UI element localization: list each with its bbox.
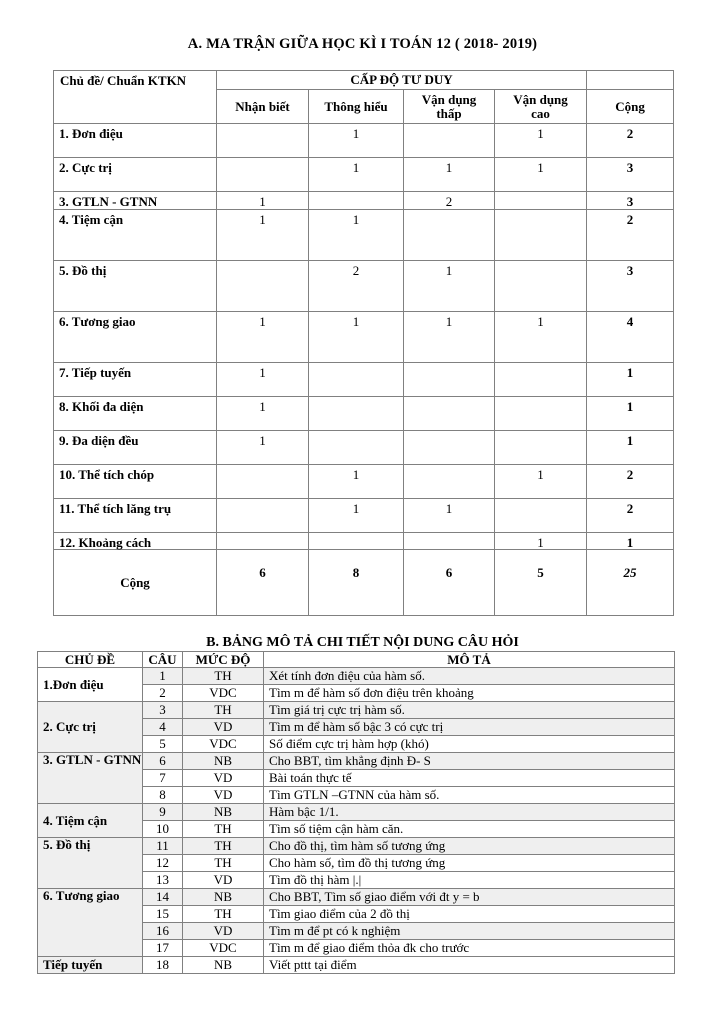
matrix-row <box>54 430 674 464</box>
cell-van-dung-thap <box>404 362 495 396</box>
question-level: TH <box>183 668 264 685</box>
matrix-row <box>54 532 674 550</box>
sum-label: Cộng <box>54 550 217 616</box>
matrix-topic: 7. Tiếp tuyến <box>54 362 217 396</box>
question-description: Số điểm cực trị hàm hợp (khó) <box>264 736 675 753</box>
cell-van-dung-cao <box>495 396 587 430</box>
matrix-topic: 4. Tiệm cận <box>54 209 217 260</box>
cell-thong-hieu: 1 <box>309 464 404 498</box>
question-number: 2 <box>143 685 183 702</box>
cell-van-dung-thap <box>404 532 495 550</box>
sum-vdt: 6 <box>404 550 495 616</box>
question-description: Bài toán thực tế <box>264 770 675 787</box>
description-row <box>38 668 675 685</box>
cell-nhan-biet <box>217 532 309 550</box>
question-level: TH <box>183 855 264 872</box>
description-topic: 1.Đơn điệu <box>38 668 143 702</box>
matrix-row <box>54 396 674 430</box>
header-thong-hieu: Thông hiểu <box>309 90 404 124</box>
question-level: VD <box>183 719 264 736</box>
question-number: 14 <box>143 889 183 906</box>
cell-van-dung-thap <box>404 396 495 430</box>
cell-nhan-biet <box>217 260 309 311</box>
matrix-topic: 11. Thể tích lăng trụ <box>54 498 217 532</box>
question-number: 4 <box>143 719 183 736</box>
question-number: 12 <box>143 855 183 872</box>
cell-thong-hieu: 1 <box>309 124 404 158</box>
cell-van-dung-thap <box>404 430 495 464</box>
question-description: Tìm m để hàm số đơn điệu trên khoảng <box>264 685 675 702</box>
cell-van-dung-cao <box>495 430 587 464</box>
header-cau: CÂU <box>143 652 183 668</box>
cell-van-dung-thap: 1 <box>404 260 495 311</box>
matrix-title: A. MA TRẬN GIỮA HỌC KÌ I TOÁN 12 ( 2018- 2019) <box>187 36 538 52</box>
cell-total: 1 <box>587 396 674 430</box>
matrix-row <box>54 362 674 396</box>
header-nhan-biet: Nhận biết <box>217 90 309 124</box>
question-description: Tìm m để hàm số bậc 3 có cực trị <box>264 719 675 736</box>
question-level: VD <box>183 770 264 787</box>
matrix-row <box>54 124 674 158</box>
question-level: TH <box>183 702 264 719</box>
cell-total: 3 <box>587 260 674 311</box>
matrix-row <box>54 311 674 362</box>
description-topic: 5. Đồ thị <box>38 838 143 889</box>
cell-van-dung-thap <box>404 124 495 158</box>
cell-thong-hieu: 1 <box>309 311 404 362</box>
header-level-group: CẤP ĐỘ TƯ DUY <box>217 71 587 90</box>
cell-thong-hieu <box>309 396 404 430</box>
question-description: Cho BBT, tìm khẳng định Đ- S <box>264 753 675 770</box>
matrix-topic: 6. Tương giao <box>54 311 217 362</box>
cell-total: 2 <box>587 498 674 532</box>
cell-van-dung-cao: 1 <box>495 311 587 362</box>
question-description: Tìm GTLN –GTNN của hàm số. <box>264 787 675 804</box>
cell-van-dung-cao: 1 <box>495 158 587 192</box>
matrix-topic: 1. Đơn điệu <box>54 124 217 158</box>
cell-total: 1 <box>587 362 674 396</box>
cell-van-dung-cao <box>495 498 587 532</box>
cell-van-dung-cao: 1 <box>495 532 587 550</box>
question-description: Tìm m để giao điểm thỏa đk cho trước <box>264 940 675 957</box>
header-chu-de: CHỦ ĐỀ <box>38 652 143 668</box>
header-empty <box>587 71 674 90</box>
cell-nhan-biet <box>217 124 309 158</box>
description-row <box>38 838 675 855</box>
matrix-topic: 10. Thể tích chóp <box>54 464 217 498</box>
description-title: B. BẢNG MÔ TẢ CHI TIẾT NỘI DUNG CÂU HỎI <box>206 635 519 650</box>
header-topic: Chủ đề/ Chuẩn KTKN <box>54 71 217 124</box>
question-number: 6 <box>143 753 183 770</box>
cell-thong-hieu: 1 <box>309 209 404 260</box>
question-level: VDC <box>183 685 264 702</box>
cell-thong-hieu: 1 <box>309 498 404 532</box>
cell-total: 2 <box>587 209 674 260</box>
cell-nhan-biet <box>217 464 309 498</box>
cell-van-dung-cao <box>495 362 587 396</box>
question-level: TH <box>183 838 264 855</box>
cell-van-dung-thap: 1 <box>404 311 495 362</box>
description-row <box>38 702 675 719</box>
question-number: 16 <box>143 923 183 940</box>
cell-nhan-biet <box>217 498 309 532</box>
description-topic: 2. Cực trị <box>38 702 143 753</box>
question-description: Cho hàm số, tìm đồ thị tương ứng <box>264 855 675 872</box>
cell-van-dung-thap: 1 <box>404 158 495 192</box>
cell-van-dung-cao <box>495 260 587 311</box>
description-row <box>38 753 675 770</box>
question-description: Cho đồ thị, tìm hàm số tương ứng <box>264 838 675 855</box>
question-description: Viết pttt tại điểm <box>264 957 675 974</box>
cell-van-dung-thap: 2 <box>404 192 495 210</box>
header-van-dung-cao: Vận dụng cao <box>495 90 587 124</box>
question-level: VD <box>183 787 264 804</box>
matrix-topic: 9. Đa diện đều <box>54 430 217 464</box>
sum-vdc: 5 <box>495 550 587 616</box>
question-number: 3 <box>143 702 183 719</box>
description-row <box>38 804 675 821</box>
question-number: 1 <box>143 668 183 685</box>
description-table <box>37 651 675 974</box>
matrix-row <box>54 158 674 192</box>
cell-van-dung-cao: 1 <box>495 464 587 498</box>
question-level: VD <box>183 923 264 940</box>
question-level: TH <box>183 906 264 923</box>
question-number: 18 <box>143 957 183 974</box>
matrix-topic: 8. Khối đa diện <box>54 396 217 430</box>
cell-nhan-biet: 1 <box>217 209 309 260</box>
cell-thong-hieu: 2 <box>309 260 404 311</box>
question-number: 11 <box>143 838 183 855</box>
question-number: 17 <box>143 940 183 957</box>
header-mo-ta: MÔ TẢ <box>264 652 675 668</box>
question-description: Tìm m để pt có k nghiệm <box>264 923 675 940</box>
cell-nhan-biet: 1 <box>217 311 309 362</box>
matrix-topic: 3. GTLN - GTNN <box>54 192 217 210</box>
cell-van-dung-thap <box>404 209 495 260</box>
cell-thong-hieu <box>309 362 404 396</box>
question-number: 10 <box>143 821 183 838</box>
matrix-row <box>54 209 674 260</box>
description-topic: Tiếp tuyến <box>38 957 143 974</box>
question-description: Tìm giá trị cực trị hàm số. <box>264 702 675 719</box>
cell-total: 3 <box>587 158 674 192</box>
description-row <box>38 889 675 906</box>
sum-nb: 6 <box>217 550 309 616</box>
cell-van-dung-cao <box>495 209 587 260</box>
cell-nhan-biet <box>217 158 309 192</box>
question-number: 8 <box>143 787 183 804</box>
matrix-row <box>54 498 674 532</box>
question-number: 7 <box>143 770 183 787</box>
matrix-topic: 2. Cực trị <box>54 158 217 192</box>
cell-thong-hieu <box>309 192 404 210</box>
question-description: Cho BBT, Tìm số giao điểm với đt y = b <box>264 889 675 906</box>
header-van-dung-thap: Vận dụng thấp <box>404 90 495 124</box>
sum-th: 8 <box>309 550 404 616</box>
question-level: VDC <box>183 736 264 753</box>
question-level: VDC <box>183 940 264 957</box>
cell-van-dung-thap <box>404 464 495 498</box>
matrix-topic: 12. Khoảng cách <box>54 532 217 550</box>
cell-total: 3 <box>587 192 674 210</box>
sum-total: 25 <box>587 550 674 616</box>
cell-total: 4 <box>587 311 674 362</box>
cell-total: 2 <box>587 124 674 158</box>
question-level: TH <box>183 821 264 838</box>
description-topic: 3. GTLN - GTNN <box>38 753 143 804</box>
question-description: Xét tính đơn điệu của hàm số. <box>264 668 675 685</box>
question-description: Tìm số tiệm cận hàm căn. <box>264 821 675 838</box>
cell-total: 1 <box>587 532 674 550</box>
question-level: NB <box>183 804 264 821</box>
description-row <box>38 957 675 974</box>
matrix-row <box>54 260 674 311</box>
cell-thong-hieu <box>309 532 404 550</box>
question-level: NB <box>183 753 264 770</box>
cell-thong-hieu: 1 <box>309 158 404 192</box>
question-number: 9 <box>143 804 183 821</box>
cell-nhan-biet: 1 <box>217 362 309 396</box>
matrix-sum-row <box>54 550 674 616</box>
question-level: NB <box>183 957 264 974</box>
matrix-row <box>54 192 674 210</box>
cell-nhan-biet: 1 <box>217 430 309 464</box>
question-description: Tìm giao điểm của 2 đồ thị <box>264 906 675 923</box>
question-number: 13 <box>143 872 183 889</box>
cell-total: 2 <box>587 464 674 498</box>
question-level: NB <box>183 889 264 906</box>
cell-nhan-biet: 1 <box>217 396 309 430</box>
cell-nhan-biet: 1 <box>217 192 309 210</box>
cell-thong-hieu <box>309 430 404 464</box>
matrix-table <box>53 70 674 616</box>
question-description: Hàm bậc 1/1. <box>264 804 675 821</box>
header-total: Cộng <box>587 90 674 124</box>
cell-van-dung-cao <box>495 192 587 210</box>
matrix-row <box>54 464 674 498</box>
matrix-topic: 5. Đồ thị <box>54 260 217 311</box>
cell-van-dung-cao: 1 <box>495 124 587 158</box>
question-level: VD <box>183 872 264 889</box>
description-topic: 6. Tương giao <box>38 889 143 957</box>
cell-van-dung-thap: 1 <box>404 498 495 532</box>
question-number: 5 <box>143 736 183 753</box>
description-header-row <box>38 652 675 668</box>
question-number: 15 <box>143 906 183 923</box>
question-description: Tìm đồ thị hàm |.| <box>264 872 675 889</box>
header-muc-do: MỨC ĐỘ <box>183 652 264 668</box>
cell-total: 1 <box>587 430 674 464</box>
description-topic: 4. Tiệm cận <box>38 804 143 838</box>
